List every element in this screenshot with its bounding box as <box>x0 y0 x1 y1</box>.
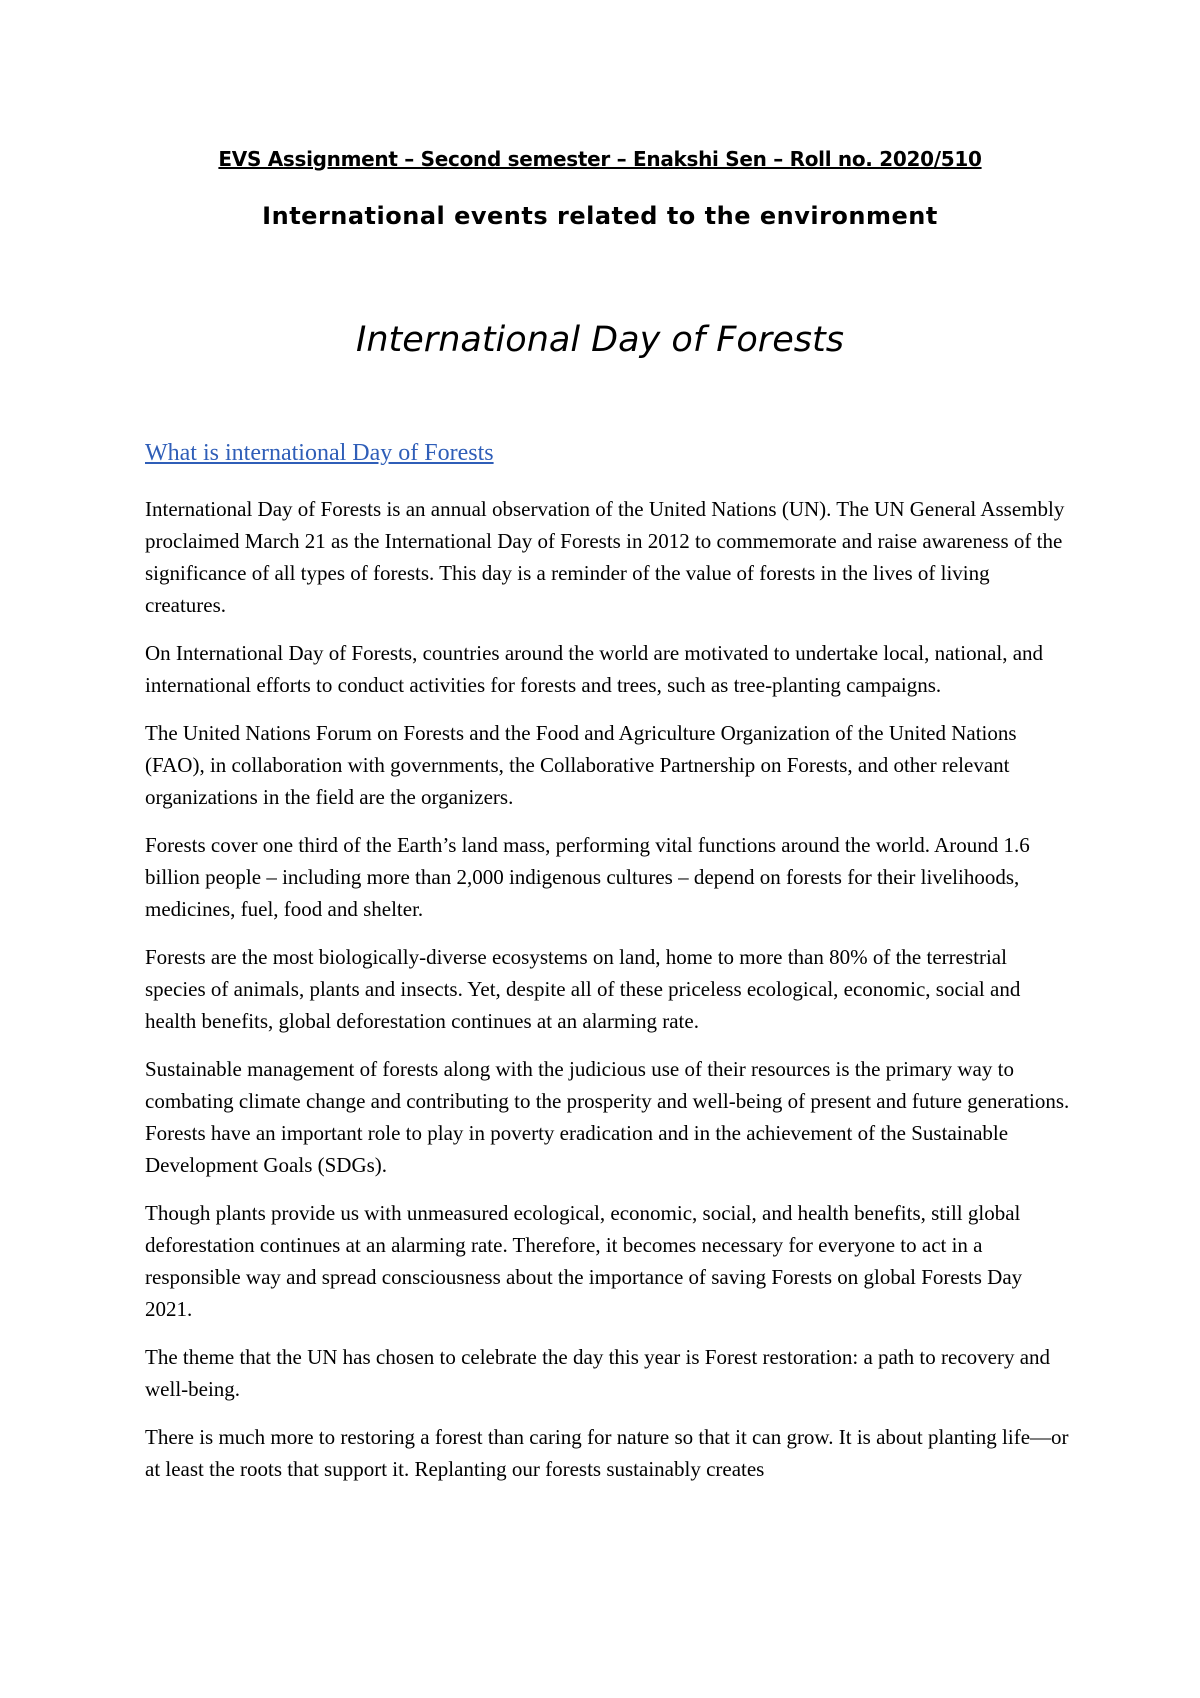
assignment-header: EVS Assignment – Second semester – Enakshi Sen – Roll no. 2020/510 <box>218 147 982 171</box>
body-text <box>145 493 1070 1501</box>
section-heading: What is international Day of Forests <box>145 440 494 466</box>
document-subtitle: International events related to the environment <box>262 202 938 230</box>
paragraph: Forests are the most biologically-diverse ecosystems on land, home to more than 80% of the terrestrial species of animals, plants and insects. Yet, despite all of these priceless ecological, economic, social and health benefits, global deforestation continues at an alarming rate. <box>145 945 1021 1033</box>
paragraph: International Day of Forests is an annual observation of the United Nations (UN). The UN General Assembly proclaimed March 21 as the International Day of Forests in 2012 to commemorate and raise awareness of the significance of all types of forests. This day is a reminder of the value of forests in the lives of living creatures. <box>145 497 1065 617</box>
paragraph: The United Nations Forum on Forests and the Food and Agriculture Organization of the United Nations (FAO), in collaboration with governments, the Collaborative Partnership on Forests, and other relevant organizations in the field are the organizers. <box>145 721 1017 809</box>
paragraph: The theme that the UN has chosen to celebrate the day this year is Forest restoration: a path to recovery and well-being. <box>145 1345 1051 1401</box>
paragraph: Sustainable management of forests along with the judicious use of their resources is the primary way to combating climate change and contributing to the prosperity and well-being of present and future generations. Forests have an important role to play in poverty eradication and in the achievement of the Sustainable Development Goals (SDGs). <box>145 1057 1070 1177</box>
paragraph: There is much more to restoring a forest than caring for nature so that it can grow. It is about planting life—or at least the roots that support it. Replanting our forests sustainably creates <box>145 1425 1069 1481</box>
document-title: International Day of Forests <box>356 320 844 360</box>
paragraph: Though plants provide us with unmeasured ecological, economic, social, and health benefits, still global deforestation continues at an alarming rate. Therefore, it becomes necessary for everyone to act in a responsible way and spread consciousness about the importance of saving Forests on global Forests Day 2021. <box>145 1201 1023 1321</box>
paragraph: Forests cover one third of the Earth’s land mass, performing vital functions around the world. Around 1.6 billion people – including more than 2,000 indigenous cultures – depend on forests for their livelihoods, medicines, fuel, food and shelter. <box>145 833 1030 921</box>
paragraph: On International Day of Forests, countries around the world are motivated to undertake local, national, and international efforts to conduct activities for forests and trees, such as tree-planting campaigns. <box>145 641 1044 697</box>
